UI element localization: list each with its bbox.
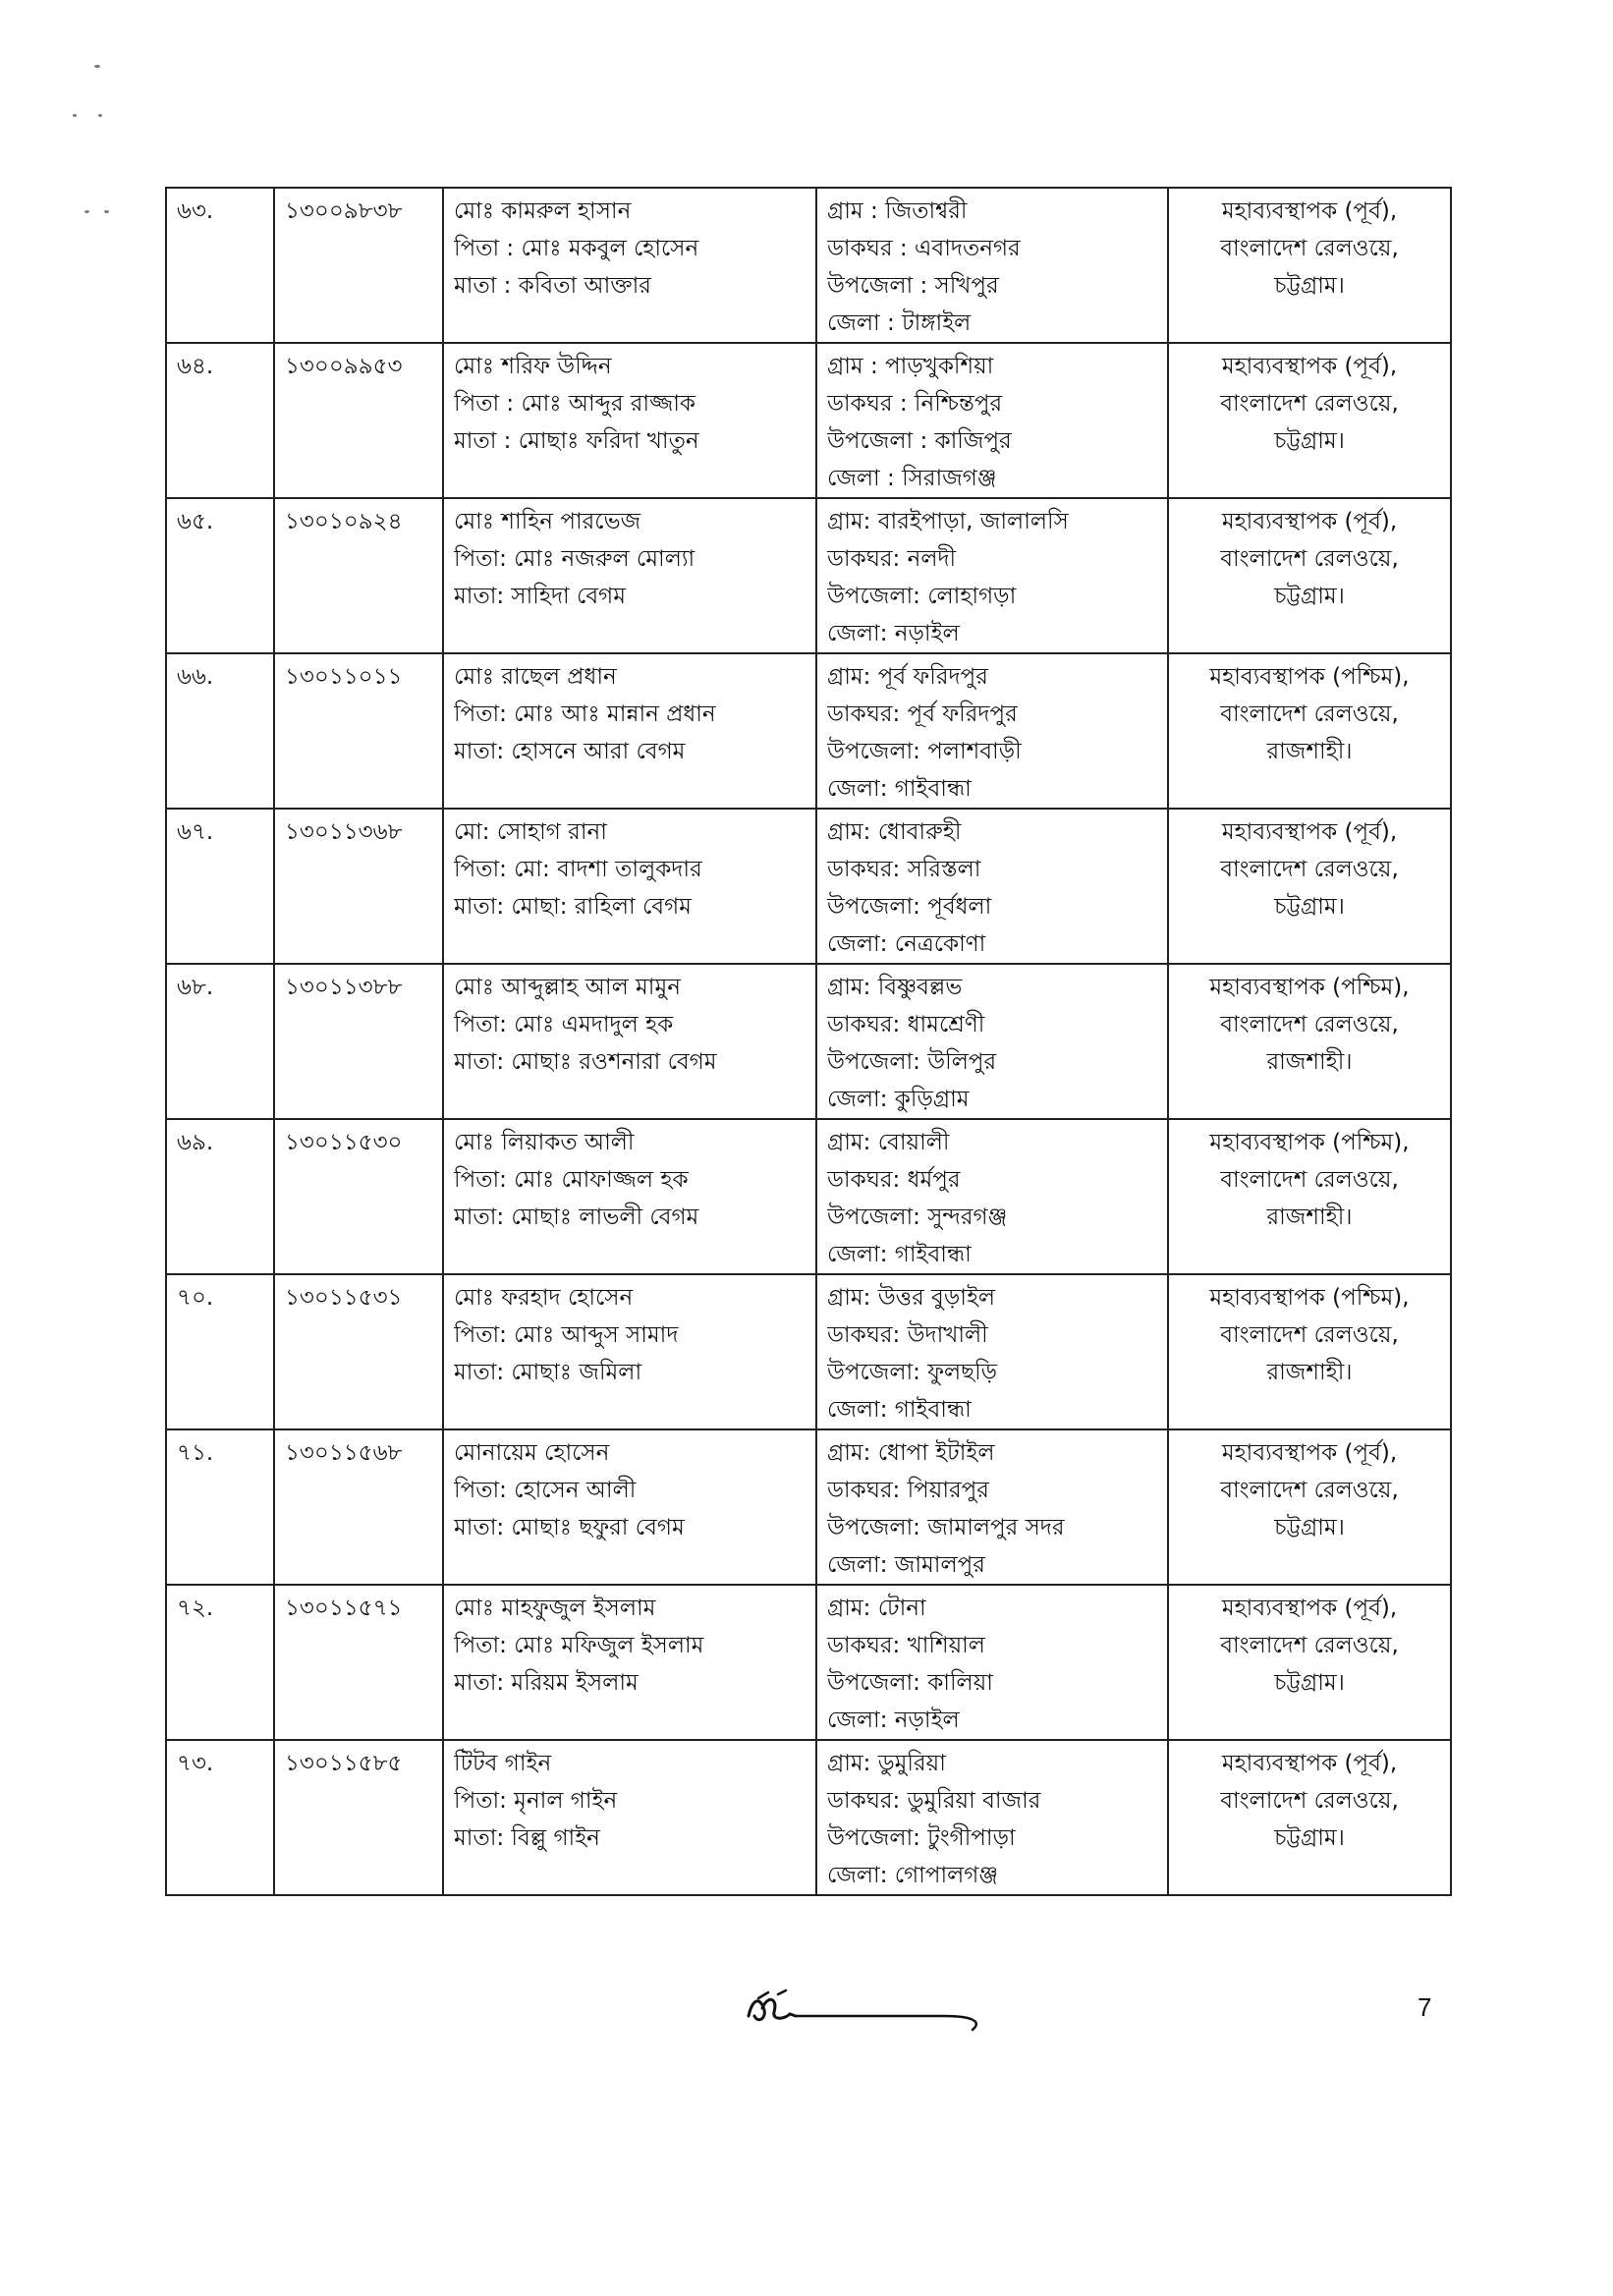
father-name: পিতা: মোঃ মফিজুল ইসলাম bbox=[454, 1633, 704, 1658]
candidate-table bbox=[165, 187, 1452, 1896]
address-upazila: উপজেলা: কালিয়া bbox=[827, 1670, 993, 1696]
address-post-office: ডাকঘর : নিশ্চিন্তপুর bbox=[827, 391, 1003, 417]
mother-name: মাতা: মোছা: রাহিলা বেগম bbox=[454, 894, 692, 920]
posting-cell bbox=[1168, 653, 1451, 809]
address-district: জেলা: গাইবান্ধা bbox=[827, 776, 972, 802]
posting-office-city: রাজশাহী। bbox=[1266, 1360, 1353, 1385]
address-district: জেলা : সিরাজগঞ্জ bbox=[827, 466, 997, 491]
address-upazila: উপজেলা: পলাশবাড়ী bbox=[827, 739, 1022, 764]
posting-office-city: রাজশাহী। bbox=[1266, 739, 1353, 764]
posting-office-org: বাংলাদেশ রেলওয়ে, bbox=[1220, 546, 1399, 572]
candidate-name: মোঃ ফরহাদ হোসেন bbox=[454, 1285, 634, 1311]
roll-cell bbox=[274, 1274, 443, 1429]
address-village: গ্রাম : পাড়খুকশিয়া bbox=[827, 354, 994, 379]
table-row bbox=[166, 1740, 1451, 1895]
roll-number: ১৩০০৯৮৩৮ bbox=[285, 198, 403, 224]
address-post-office: ডাকঘর: পূর্ব ফরিদপুর bbox=[827, 701, 1018, 727]
candidate-cell bbox=[443, 1585, 816, 1740]
address-upazila: উপজেলা: পূর্বধলা bbox=[827, 894, 992, 920]
address-upazila: উপজেলা: ফুলছড়ি bbox=[827, 1360, 998, 1385]
posting-cell bbox=[1168, 188, 1451, 343]
address-post-office: ডাকঘর: ধর্মপুর bbox=[827, 1167, 961, 1193]
address-village: গ্রাম: পূর্ব ফরিদপুর bbox=[827, 664, 988, 690]
posting-office-title: মহাব্যবস্থাপক (পূর্ব), bbox=[1221, 819, 1398, 845]
table-row bbox=[166, 188, 1451, 343]
posting-office-city: চট্টগ্রাম। bbox=[1274, 428, 1345, 454]
roll-number: ১৩০১১৫৮৫ bbox=[285, 1751, 403, 1776]
roll-cell bbox=[274, 653, 443, 809]
address-district: জেলা : টাঙ্গাইল bbox=[827, 310, 972, 336]
posting-office-title: মহাব্যবস্থাপক (পূর্ব), bbox=[1221, 1596, 1398, 1621]
address-cell bbox=[816, 1429, 1168, 1585]
address-post-office: ডাকঘর: ডুমুরিয়া বাজার bbox=[827, 1788, 1041, 1814]
posting-office-title: মহাব্যবস্থাপক (পূর্ব), bbox=[1221, 198, 1398, 224]
serial-number: ৬৩. bbox=[177, 198, 214, 224]
mother-name: মাতা: মোছাঃ জমিলা bbox=[454, 1360, 642, 1385]
mother-name: মাতা: মোছাঃ রওশনারা বেগম bbox=[454, 1049, 717, 1075]
posting-office-city: রাজশাহী। bbox=[1266, 1049, 1353, 1075]
posting-office-org: বাংলাদেশ রেলওয়ে, bbox=[1220, 701, 1399, 727]
roll-cell bbox=[274, 498, 443, 653]
scan-speck bbox=[84, 210, 89, 213]
posting-office-city: চট্টগ্রাম। bbox=[1274, 1670, 1345, 1696]
address-village: গ্রাম: ডুমুরিয়া bbox=[827, 1751, 946, 1776]
posting-office-org: বাংলাদেশ রেলওয়ে, bbox=[1220, 1633, 1399, 1658]
candidate-cell bbox=[443, 1119, 816, 1274]
page-number: 7 bbox=[1418, 1992, 1432, 2022]
roll-number: ১৩০১০৯২৪ bbox=[285, 509, 403, 534]
address-district: জেলা: কুড়িগ্রাম bbox=[827, 1087, 970, 1112]
father-name: পিতা : মোঃ মকবুল হোসেন bbox=[454, 236, 699, 261]
address-village: গ্রাম : জিতাশ্বরী bbox=[827, 198, 968, 224]
table-row bbox=[166, 498, 1451, 653]
address-upazila: উপজেলা: লোহাগড়া bbox=[827, 584, 1017, 609]
table-row bbox=[166, 653, 1451, 809]
serial-number: ৭২. bbox=[177, 1596, 214, 1621]
address-village: গ্রাম: ধোবারুহী bbox=[827, 819, 962, 845]
address-district: জেলা: নেত্রকোণা bbox=[827, 931, 986, 957]
address-upazila: উপজেলা : সখিপুর bbox=[827, 273, 999, 299]
posting-office-city: চট্টগ্রাম। bbox=[1274, 1515, 1345, 1540]
roll-number: ১৩০১১৫৬৮ bbox=[285, 1440, 403, 1466]
roll-number: ১৩০০৯৯৫৩ bbox=[285, 354, 403, 379]
candidate-name: মোঃ রাছেল প্রধান bbox=[454, 664, 617, 690]
candidate-name: মোঃ শাহিন পারভেজ bbox=[454, 509, 641, 534]
serial-cell bbox=[166, 1429, 274, 1585]
mother-name: মাতা: বিল্লু গাইন bbox=[454, 1825, 600, 1851]
posting-office-title: মহাব্যবস্থাপক (পূর্ব), bbox=[1221, 1751, 1398, 1776]
serial-number: ৭৩. bbox=[177, 1751, 214, 1776]
candidate-name: মোনায়েম হোসেন bbox=[454, 1440, 610, 1466]
address-cell bbox=[816, 1740, 1168, 1895]
address-cell bbox=[816, 653, 1168, 809]
posting-cell bbox=[1168, 1740, 1451, 1895]
serial-number: ৭১. bbox=[177, 1440, 214, 1466]
serial-cell bbox=[166, 1119, 274, 1274]
signature-mark bbox=[739, 1987, 1033, 2036]
candidate-cell bbox=[443, 188, 816, 343]
address-cell bbox=[816, 809, 1168, 964]
serial-number: ৬৫. bbox=[177, 509, 214, 534]
candidate-name: মোঃ মাহফুজুল ইসলাম bbox=[454, 1596, 656, 1621]
serial-number: ৬৪. bbox=[177, 354, 214, 379]
posting-office-org: বাংলাদেশ রেলওয়ে, bbox=[1220, 236, 1399, 261]
roll-number: ১৩০১১৩৮৮ bbox=[285, 975, 403, 1000]
father-name: পিতা: মোঃ এমদাদুল হক bbox=[454, 1012, 674, 1037]
address-upazila: উপজেলা: উলিপুর bbox=[827, 1049, 997, 1075]
serial-cell bbox=[166, 964, 274, 1119]
mother-name: মাতা: মোছাঃ লাভলী বেগম bbox=[454, 1204, 699, 1230]
candidate-table-body bbox=[166, 188, 1451, 1895]
roll-number: ১৩০১১৫৭১ bbox=[285, 1596, 403, 1621]
address-post-office: ডাকঘর: পিয়ারপুর bbox=[827, 1478, 989, 1503]
candidate-name: মোঃ কামরুল হাসান bbox=[454, 198, 632, 224]
posting-office-org: বাংলাদেশ রেলওয়ে, bbox=[1220, 1478, 1399, 1503]
posting-office-org: বাংলাদেশ রেলওয়ে, bbox=[1220, 1012, 1399, 1037]
serial-number: ৬৭. bbox=[177, 819, 214, 845]
posting-office-title: মহাব্যবস্থাপক (পূর্ব), bbox=[1221, 509, 1398, 534]
roll-cell bbox=[274, 1429, 443, 1585]
address-village: গ্রাম: উত্তর বুড়াইল bbox=[827, 1285, 996, 1311]
posting-office-org: বাংলাদেশ রেলওয়ে, bbox=[1220, 1788, 1399, 1814]
address-village: গ্রাম: বোয়ালী bbox=[827, 1130, 950, 1155]
serial-cell bbox=[166, 653, 274, 809]
father-name: পিতা: মোঃ আব্দুস সামাদ bbox=[454, 1322, 679, 1348]
candidate-name: টিটব গাইন bbox=[454, 1751, 552, 1776]
posting-office-city: চট্টগ্রাম। bbox=[1274, 894, 1345, 920]
address-district: জেলা: নড়াইল bbox=[827, 621, 960, 646]
candidate-cell bbox=[443, 343, 816, 498]
posting-office-city: চট্টগ্রাম। bbox=[1274, 273, 1345, 299]
address-district: জেলা: গোপালগঞ্জ bbox=[827, 1863, 998, 1888]
candidate-cell bbox=[443, 498, 816, 653]
posting-office-org: বাংলাদেশ রেলওয়ে, bbox=[1220, 1167, 1399, 1193]
roll-number: ১৩০১১৫৩০ bbox=[285, 1130, 403, 1155]
scan-speck bbox=[98, 114, 102, 117]
address-upazila: উপজেলা : কাজিপুর bbox=[827, 428, 1012, 454]
father-name: পিতা: হোসেন আলী bbox=[454, 1478, 637, 1503]
candidate-cell bbox=[443, 809, 816, 964]
serial-number: ৬৯. bbox=[177, 1130, 214, 1155]
scan-speck bbox=[94, 65, 100, 68]
father-name: পিতা : মোঃ আব্দুর রাজ্জাক bbox=[454, 391, 695, 417]
candidate-cell bbox=[443, 1274, 816, 1429]
address-post-office: ডাকঘর: উদাখালী bbox=[827, 1322, 988, 1348]
posting-cell bbox=[1168, 1274, 1451, 1429]
father-name: পিতা: মোঃ আঃ মান্নান প্রধান bbox=[454, 701, 716, 727]
address-post-office: ডাকঘর: ধামশ্রেণী bbox=[827, 1012, 985, 1037]
address-post-office: ডাকঘর: নলদী bbox=[827, 546, 957, 572]
posting-office-org: বাংলাদেশ রেলওয়ে, bbox=[1220, 391, 1399, 417]
roll-number: ১৩০১১৩৬৮ bbox=[285, 819, 403, 845]
address-upazila: উপজেলা: সুন্দরগঞ্জ bbox=[827, 1204, 1008, 1230]
roll-cell bbox=[274, 809, 443, 964]
address-post-office: ডাকঘর: খাশিয়াল bbox=[827, 1633, 985, 1658]
table-row bbox=[166, 1429, 1451, 1585]
posting-cell bbox=[1168, 1585, 1451, 1740]
candidate-cell bbox=[443, 1429, 816, 1585]
mother-name: মাতা: হোসনে আরা বেগম bbox=[454, 739, 686, 764]
address-cell bbox=[816, 1585, 1168, 1740]
address-village: গ্রাম: বিষ্ণুবল্লভ bbox=[827, 975, 963, 1000]
address-district: জেলা: গাইবান্ধা bbox=[827, 1397, 972, 1423]
candidate-name: মো: সোহাগ রানা bbox=[454, 819, 607, 845]
mother-name: মাতা : মোছাঃ ফরিদা খাতুন bbox=[454, 428, 699, 454]
address-cell bbox=[816, 188, 1168, 343]
candidate-cell bbox=[443, 653, 816, 809]
mother-name: মাতা: মোছাঃ ছফুরা বেগম bbox=[454, 1515, 685, 1540]
roll-cell bbox=[274, 1119, 443, 1274]
address-district: জেলা: নড়াইল bbox=[827, 1708, 960, 1733]
address-cell bbox=[816, 343, 1168, 498]
posting-office-title: মহাব্যবস্থাপক (পশ্চিম), bbox=[1209, 1130, 1410, 1155]
roll-cell bbox=[274, 188, 443, 343]
address-district: জেলা: জামালপুর bbox=[827, 1552, 985, 1578]
posting-cell bbox=[1168, 1429, 1451, 1585]
posting-cell bbox=[1168, 1119, 1451, 1274]
father-name: পিতা: মোঃ নজরুল মোল্যা bbox=[454, 546, 695, 572]
serial-cell bbox=[166, 1740, 274, 1895]
posting-office-city: চট্টগ্রাম। bbox=[1274, 584, 1345, 609]
table-row bbox=[166, 964, 1451, 1119]
address-village: গ্রাম: বারইপাড়া, জালালসি bbox=[827, 509, 1069, 534]
scan-speck bbox=[73, 114, 77, 117]
address-upazila: উপজেলা: টুংগীপাড়া bbox=[827, 1825, 1016, 1851]
address-cell bbox=[816, 1274, 1168, 1429]
candidate-name: মোঃ আব্দুল্লাহ আল মামুন bbox=[454, 975, 681, 1000]
table-row bbox=[166, 1274, 1451, 1429]
table-row bbox=[166, 1585, 1451, 1740]
posting-office-title: মহাব্যবস্থাপক (পূর্ব), bbox=[1221, 354, 1398, 379]
mother-name: মাতা: সাহিদা বেগম bbox=[454, 584, 626, 609]
father-name: পিতা: মৃনাল গাইন bbox=[454, 1788, 618, 1814]
roll-cell bbox=[274, 1585, 443, 1740]
address-district: জেলা: গাইবান্ধা bbox=[827, 1242, 972, 1267]
address-post-office: ডাকঘর: সরিস্তলা bbox=[827, 857, 981, 882]
serial-cell bbox=[166, 343, 274, 498]
posting-office-city: চট্টগ্রাম। bbox=[1274, 1825, 1345, 1851]
mother-name: মাতা : কবিতা আক্তার bbox=[454, 273, 651, 299]
roll-number: ১৩০১১৫৩১ bbox=[285, 1285, 403, 1311]
mother-name: মাতা: মরিয়ম ইসলাম bbox=[454, 1670, 639, 1696]
candidate-cell bbox=[443, 964, 816, 1119]
posting-office-title: মহাব্যবস্থাপক (পশ্চিম), bbox=[1209, 664, 1410, 690]
table-row bbox=[166, 809, 1451, 964]
address-upazila: উপজেলা: জামালপুর সদর bbox=[827, 1515, 1065, 1540]
address-village: গ্রাম: ধোপা ইটাইল bbox=[827, 1440, 995, 1466]
roll-cell bbox=[274, 1740, 443, 1895]
address-cell bbox=[816, 1119, 1168, 1274]
serial-number: ৬৮. bbox=[177, 975, 214, 1000]
address-village: গ্রাম: টোনা bbox=[827, 1596, 926, 1621]
roll-cell bbox=[274, 343, 443, 498]
serial-cell bbox=[166, 1585, 274, 1740]
candidate-cell bbox=[443, 1740, 816, 1895]
address-cell bbox=[816, 964, 1168, 1119]
posting-cell bbox=[1168, 343, 1451, 498]
posting-cell bbox=[1168, 809, 1451, 964]
serial-cell bbox=[166, 809, 274, 964]
posting-office-org: বাংলাদেশ রেলওয়ে, bbox=[1220, 1322, 1399, 1348]
serial-cell bbox=[166, 1274, 274, 1429]
table-row bbox=[166, 343, 1451, 498]
posting-cell bbox=[1168, 964, 1451, 1119]
candidate-name: মোঃ শরিফ উদ্দিন bbox=[454, 354, 612, 379]
posting-cell bbox=[1168, 498, 1451, 653]
posting-office-title: মহাব্যবস্থাপক (পশ্চিম), bbox=[1209, 1285, 1410, 1311]
serial-number: ৭০. bbox=[177, 1285, 214, 1311]
father-name: পিতা: মো: বাদশা তালুকদার bbox=[454, 857, 702, 882]
posting-office-city: রাজশাহী। bbox=[1266, 1204, 1353, 1230]
posting-office-title: মহাব্যবস্থাপক (পশ্চিম), bbox=[1209, 975, 1410, 1000]
serial-cell bbox=[166, 498, 274, 653]
scan-speck bbox=[104, 210, 109, 213]
address-post-office: ডাকঘর : এবাদতনগর bbox=[827, 236, 1021, 261]
candidate-name: মোঃ লিয়াকত আলী bbox=[454, 1130, 635, 1155]
table-row bbox=[166, 1119, 1451, 1274]
posting-office-title: মহাব্যবস্থাপক (পূর্ব), bbox=[1221, 1440, 1398, 1466]
posting-office-org: বাংলাদেশ রেলওয়ে, bbox=[1220, 857, 1399, 882]
roll-number: ১৩০১১০১১ bbox=[285, 664, 403, 690]
serial-cell bbox=[166, 188, 274, 343]
roll-cell bbox=[274, 964, 443, 1119]
serial-number: ৬৬. bbox=[177, 664, 214, 690]
father-name: পিতা: মোঃ মোফাজ্জল হক bbox=[454, 1167, 689, 1193]
address-cell bbox=[816, 498, 1168, 653]
